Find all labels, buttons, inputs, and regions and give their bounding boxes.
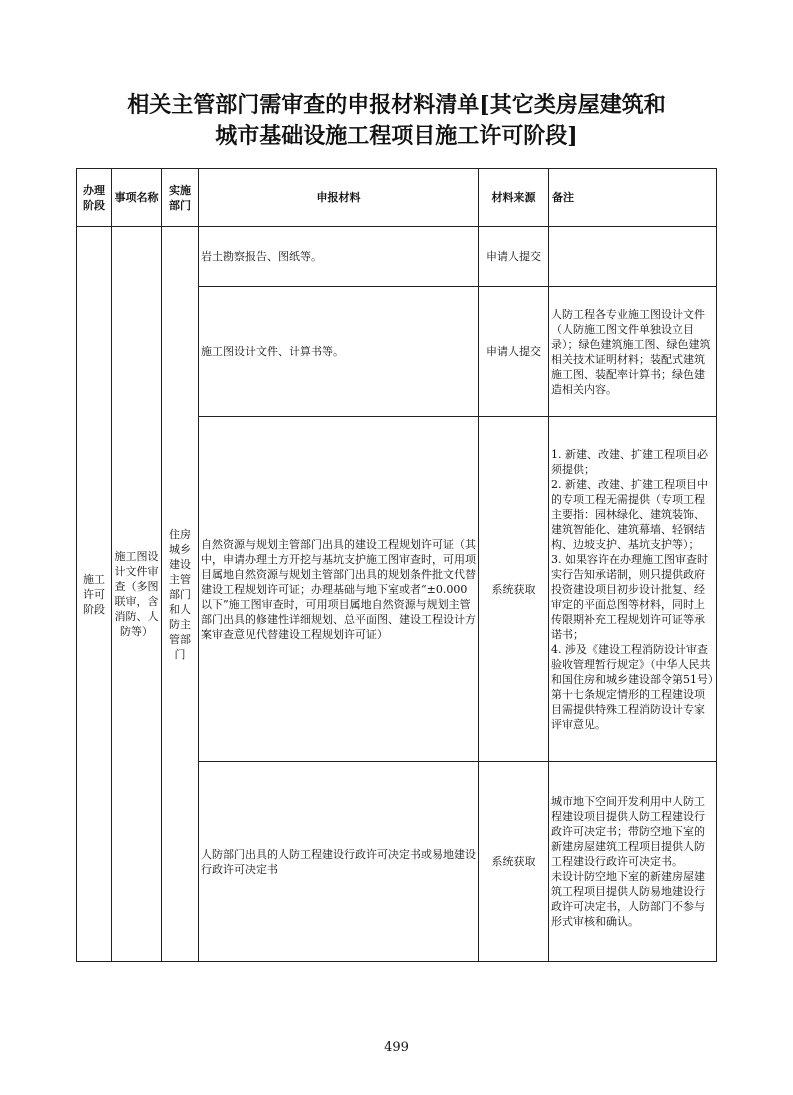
document-title-line2: 城市基础设施工程项目施工许可阶段]	[215, 123, 578, 149]
header-dept: 实施部门	[162, 169, 199, 227]
note-cell	[549, 227, 717, 287]
material-cell: 自然资源与规划主管部门出具的建设工程规划许可证（其中，申请办理土方开挖与基坑支护施工图审查时，可用项目属地自然资源与规划主管部门出具的规划条件批文代替建设工程规划许可证；办理基础与地下室或者“±0.000 以下”施工图审查时，可用项目属地自然资源与规划主管部门出具的修建性详细规划、总平面图、建设工程设计方案审查意见代替建设工程规划许可证）	[199, 417, 479, 762]
source-cell: 系统获取	[479, 417, 549, 762]
table-row	[77, 227, 717, 287]
table-header-row	[77, 169, 717, 227]
source-cell: 申请人提交	[479, 287, 549, 417]
page-number: 499	[384, 1040, 409, 1055]
header-item: 事项名称	[112, 169, 162, 227]
materials-table	[76, 168, 717, 962]
header-source: 材料来源	[479, 169, 549, 227]
note-cell: 1. 新建、改建、扩建工程项目必须提供； 2. 新建、改建、扩建工程项目中的专项工程无需提供（专项工程主要指：园林绿化、建筑装饰、建筑智能化、建筑幕墙、轻钢结构、边坡支护、基坑支护等）； 3. 如果容许在办理施工图审查时实行告知承诺制，则只提供政府投资建设项目初步设计批复、经审定的平面总图等材料，同时上传限期补充工程规划许可证等承诺书； 4. 涉及《建设工程消防设计审查验收管理暂行规定》（中华人民共和国住房和城乡建设部令第51号）第十七条规定情形的工程建设项目需提供特殊工程消防设计专家评审意见。	[549, 417, 717, 762]
note-cell: 人防工程各专业施工图设计文件（人防施工图文件单独设立目录）；绿色建筑施工图、绿色建筑相关技术证明材料；装配式建筑施工图、装配率计算书；绿色建造相关内容。	[549, 287, 717, 417]
header-material: 申报材料	[199, 169, 479, 227]
header-note: 备注	[549, 169, 717, 227]
material-cell: 施工图设计文件、计算书等。	[199, 287, 479, 417]
material-cell: 岩土勘察报告、图纸等。	[199, 227, 479, 287]
dept-cell: 住房城乡建设主管部门和人防主管部门	[162, 227, 199, 962]
note-cell: 城市地下空间开发利用中人防工程建设项目提供人防工程建设行政许可决定书；带防空地下室的新建房屋建筑工程项目提供人防工程建设行政许可决定书。 未设计防空地下室的新建房屋建筑工程项目提供人防易地建设行政许可决定书，人防部门不参与形式审核和确认。	[549, 762, 717, 962]
material-cell: 人防部门出具的人防工程建设行政许可决定书或易地建设行政许可决定书	[199, 762, 479, 962]
source-cell: 系统获取	[479, 762, 549, 962]
source-cell: 申请人提交	[479, 227, 549, 287]
item-cell: 施工图设计文件审查（多图联审，含消防、人防等）	[112, 227, 162, 962]
header-stage: 办理阶段	[77, 169, 112, 227]
stage-cell: 施工许可阶段	[77, 227, 112, 962]
document-title-line1: 相关主管部门需审查的申报材料清单[其它类房屋建筑和	[127, 92, 666, 118]
